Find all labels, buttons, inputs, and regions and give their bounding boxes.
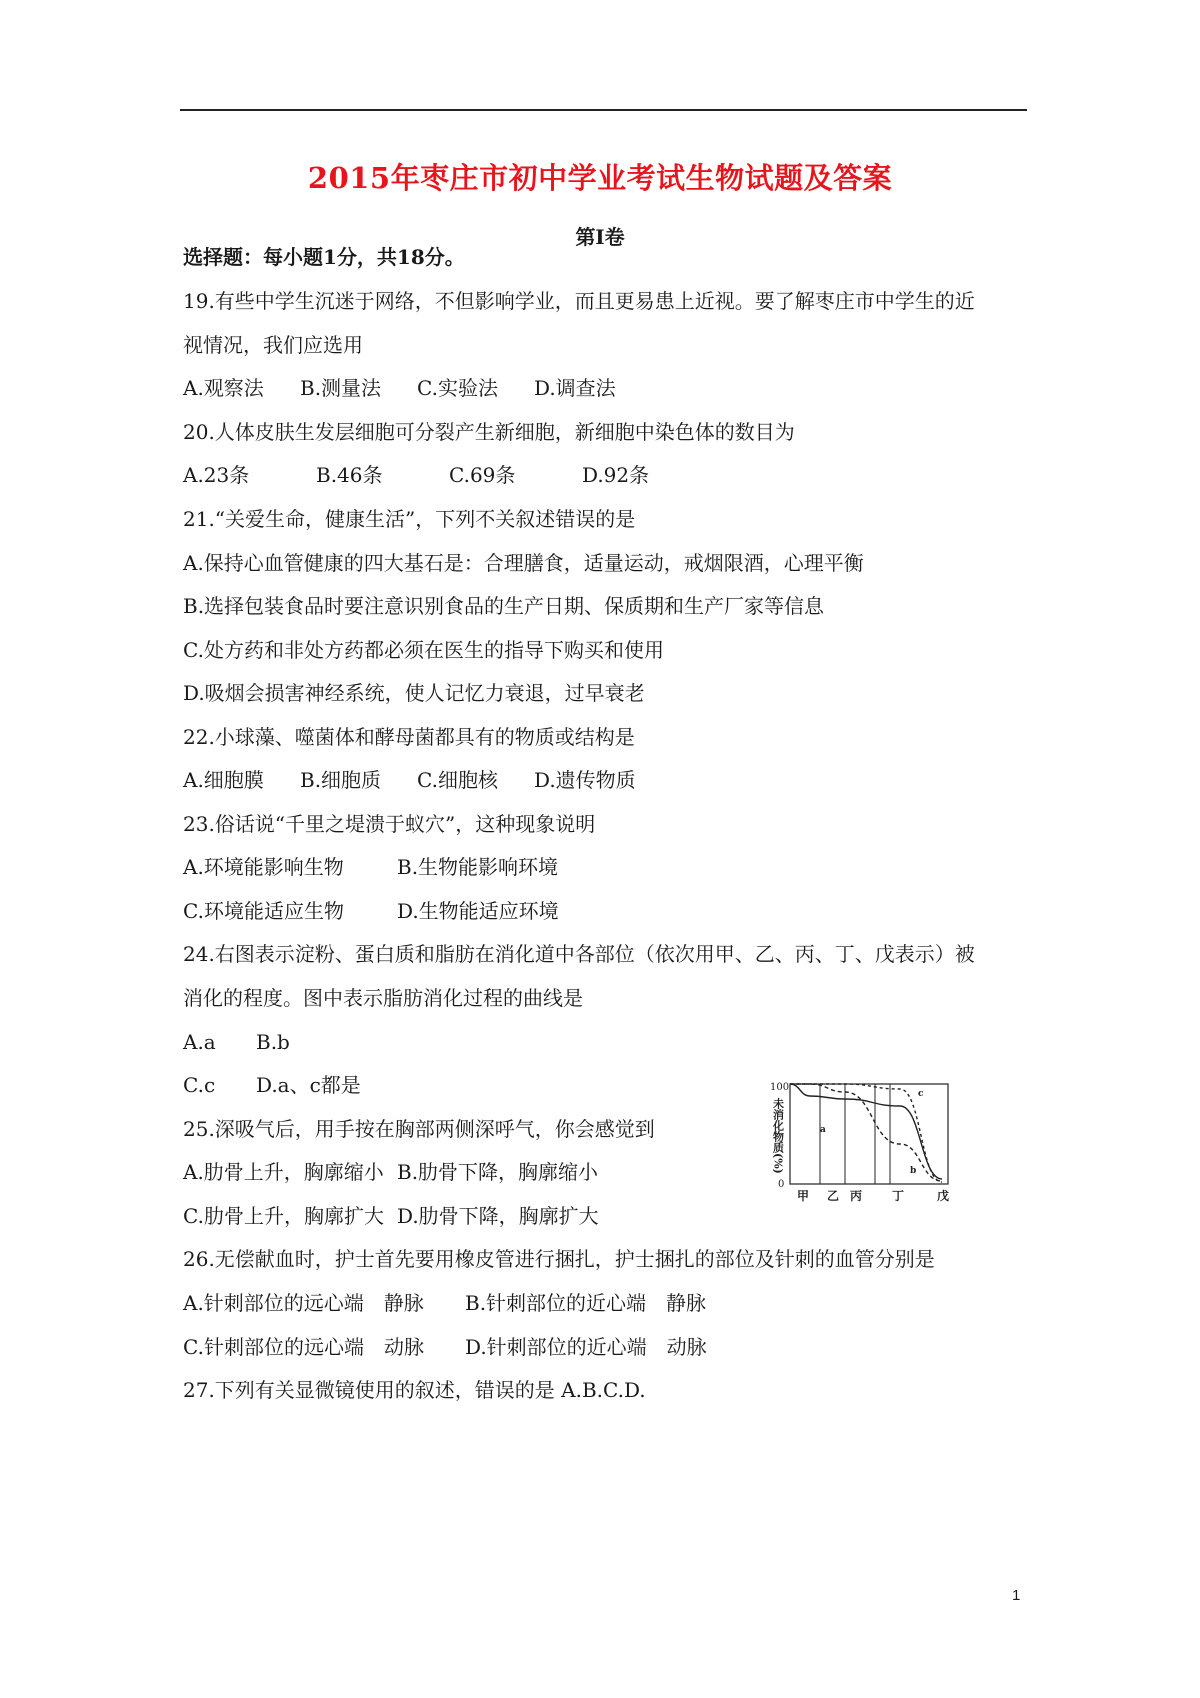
q21-option-a: A.保持心血管健康的四大基石是：合理膳食，适量运动，戒烟限酒，心理平衡 <box>183 551 864 575</box>
q22-option-b: B.细胞质 <box>300 768 382 792</box>
figure-region-labels <box>797 1188 949 1203</box>
q25-option-d: D.肋骨下降，胸廓扩大 <box>397 1204 599 1228</box>
q19-options <box>183 374 616 402</box>
q24-options-row1 <box>183 1028 290 1056</box>
q25-option-c: C.肋骨上升，胸廓扩大 <box>183 1204 384 1228</box>
figure-curve-label-b: b <box>910 1166 917 1176</box>
q22-options <box>183 766 636 794</box>
figure-y-min-label: 0 <box>778 1179 785 1190</box>
figure-region-label: 丁 <box>892 1189 905 1203</box>
volume-heading: 第Ⅰ卷 <box>575 225 625 249</box>
q23-option-c: C.环境能适应生物 <box>183 899 344 923</box>
q26-options-row2 <box>183 1333 707 1361</box>
figure-y-max-label: 100 <box>770 1082 790 1093</box>
q19-stem-line-1: 19.有些中学生沉迷于网络，不但影响学业，而且更易患上近视。要了解枣庄市中学生的近 <box>183 289 975 313</box>
header-rule <box>180 109 1027 111</box>
figure-y-axis-label: 未消化物质(%) <box>771 1098 785 1174</box>
figure-region-label: 戊 <box>937 1189 950 1203</box>
q24-option-a: A.a <box>183 1030 216 1054</box>
figure-plot-frame <box>790 1084 948 1184</box>
q20-option-b: B.46条 <box>316 463 383 487</box>
q19-option-d: D.调查法 <box>534 376 616 400</box>
figure-region-label: 丙 <box>850 1189 863 1203</box>
figure-region-label: 甲 <box>797 1189 810 1203</box>
q19-option-b: B.测量法 <box>300 376 382 400</box>
q25-option-b: B.肋骨下降，胸廓缩小 <box>397 1160 599 1184</box>
page-title: 2015年枣庄市初中学业考试生物试题及答案 <box>307 161 893 195</box>
q20-stem: 20.人体皮肤生发层细胞可分裂产生新细胞，新细胞中染色体的数目为 <box>183 420 795 444</box>
q21-option-d: D.吸烟会损害神经系统，使人记忆力衰退，过早衰老 <box>183 681 645 705</box>
q23-stem: 23.俗话说“千里之堤溃于蚁穴”，这种现象说明 <box>183 812 596 836</box>
digestion-figure <box>770 1076 980 1206</box>
q23-option-b: B.生物能影响环境 <box>397 855 559 879</box>
q19-option-c: C.实验法 <box>417 376 498 400</box>
q26-option-c: C.针刺部位的远心端 动脉 <box>183 1335 424 1359</box>
q24-option-b: B.b <box>256 1030 290 1054</box>
figure-border <box>790 1084 948 1184</box>
q25-options-row1 <box>183 1158 598 1186</box>
q25-stem: 25.深吸气后，用手按在胸部两侧深呼气，你会感觉到 <box>183 1117 655 1141</box>
q20-option-c: C.69条 <box>449 463 516 487</box>
q24-options-row2 <box>183 1071 361 1099</box>
q21-stem: 21.“关爱生命，健康生活”，下列不关叙述错误的是 <box>183 507 636 531</box>
q19-option-a: A.观察法 <box>183 376 264 400</box>
q26-option-d: D.针刺部位的近心端 动脉 <box>465 1335 707 1359</box>
q24-stem-line-1: 24.右图表示淀粉、蛋白质和脂肪在消化道中各部位（依次用甲、乙、丙、丁、戊表示）被 <box>183 942 975 966</box>
q23-options-row1 <box>183 853 558 881</box>
q24-option-d: D.a、c都是 <box>256 1073 361 1097</box>
section-heading: 选择题：每小题1分，共18分。 <box>183 245 465 269</box>
q25-option-a: A.肋骨上升，胸廓缩小 <box>183 1160 384 1184</box>
figure-curve-label-c: c <box>918 1089 924 1099</box>
q26-stem: 26.无偿献血时，护士首先要用橡皮管进行捆扎，护士捆扎的部位及针刺的血管分别是 <box>183 1247 935 1271</box>
q25-options-row2 <box>183 1202 599 1230</box>
page-number: 1 <box>1012 1587 1021 1604</box>
q24-stem-line-2: 消化的程度。图中表示脂肪消化过程的曲线是 <box>183 986 583 1010</box>
q20-option-d: D.92条 <box>582 463 650 487</box>
q26-options-row1 <box>183 1289 706 1317</box>
q23-option-d: D.生物能适应环境 <box>397 899 559 923</box>
q21-option-c: C.处方药和非处方药都必须在医生的指导下购买和使用 <box>183 638 664 662</box>
figure-curve-label-a: a <box>820 1125 826 1135</box>
q26-option-a: A.针刺部位的远心端 静脉 <box>183 1291 424 1315</box>
q22-stem: 22.小球藻、噬菌体和酵母菌都具有的物质或结构是 <box>183 725 635 749</box>
q20-options <box>183 461 649 489</box>
q23-option-a: A.环境能影响生物 <box>183 855 344 879</box>
q21-option-b: B.选择包装食品时要注意识别食品的生产日期、保质期和生产厂家等信息 <box>183 594 825 618</box>
q23-options-row2 <box>183 897 559 925</box>
q20-option-a: A.23条 <box>183 463 250 487</box>
q24-option-c: C.c <box>183 1073 216 1097</box>
figure-region-label: 乙 <box>827 1189 840 1203</box>
q22-option-d: D.遗传物质 <box>534 768 636 792</box>
q19-stem-line-2: 视情况，我们应选用 <box>183 333 363 357</box>
q22-option-a: A.细胞膜 <box>183 768 264 792</box>
q26-option-b: B.针刺部位的近心端 静脉 <box>465 1291 707 1315</box>
q27-stem: 27.下列有关显微镜使用的叙述，错误的是 A.B.C.D. <box>183 1378 646 1402</box>
q22-option-c: C.细胞核 <box>417 768 498 792</box>
